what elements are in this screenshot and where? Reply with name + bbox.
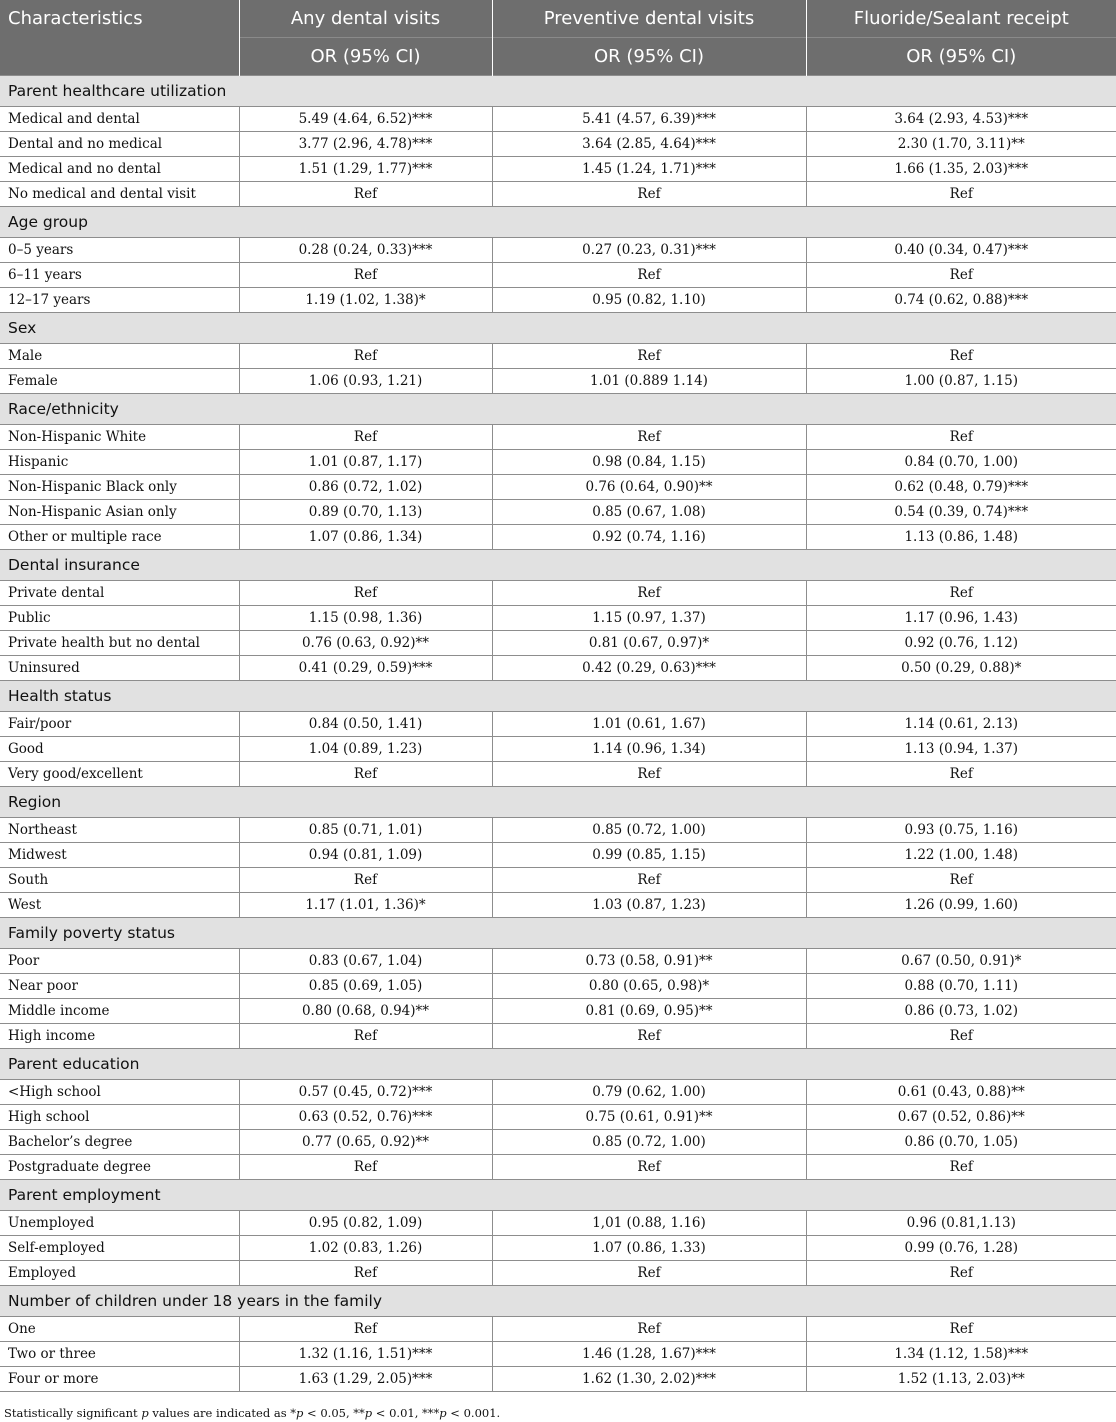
or-value-cell: 1.62 (1.30, 2.02)*** [492,1367,806,1392]
or-value-cell: 1.45 (1.24, 1.71)*** [492,157,806,182]
or-value-cell: 1.01 (0.889 1.14) [492,369,806,394]
or-value-cell: 1.02 (0.83, 1.26) [239,1236,492,1261]
or-value-cell: 1.14 (0.96, 1.34) [492,737,806,762]
row-label: Medical and no dental [0,157,239,182]
or-value-cell: 1.17 (0.96, 1.43) [806,606,1116,631]
or-value-cell: Ref [492,263,806,288]
row-label: Good [0,737,239,762]
or-value-cell: Ref [806,581,1116,606]
or-value-cell: 3.64 (2.85, 4.64)*** [492,132,806,157]
table-header [0,0,1116,76]
table-row [0,843,1116,868]
row-label: Uninsured [0,656,239,681]
or-value-cell: 0.83 (0.67, 1.04) [239,949,492,974]
or-value-cell: Ref [239,1317,492,1342]
table-row [0,157,1116,182]
or-value-cell: 0.40 (0.34, 0.47)*** [806,238,1116,263]
or-value-cell: 1.34 (1.12, 1.58)*** [806,1342,1116,1367]
or-value-cell: Ref [806,1261,1116,1286]
or-value-cell: Ref [239,868,492,893]
or-value-cell: 1.46 (1.28, 1.67)*** [492,1342,806,1367]
row-label: Very good/excellent [0,762,239,787]
table-row [0,182,1116,207]
table-row [0,737,1116,762]
row-label: Hispanic [0,450,239,475]
or-value-cell: 1.07 (0.86, 1.34) [239,525,492,550]
section-title: Health status [0,681,1116,712]
or-value-cell: Ref [806,1024,1116,1049]
table-row [0,500,1116,525]
row-label: High school [0,1105,239,1130]
section-header [0,207,1116,238]
or-value-cell: Ref [806,182,1116,207]
or-value-cell: 0.95 (0.82, 1.10) [492,288,806,313]
header-any-dental-visits: Any dental visits [239,0,492,38]
row-label: Male [0,344,239,369]
section-title: Race/ethnicity [0,394,1116,425]
subheader-or-ci: OR (95% CI) [492,38,806,76]
or-value-cell: 0.85 (0.67, 1.08) [492,500,806,525]
row-label: Middle income [0,999,239,1024]
or-value-cell: Ref [492,762,806,787]
or-value-cell: 1.19 (1.02, 1.38)* [239,288,492,313]
table-row [0,712,1116,737]
or-value-cell: Ref [239,263,492,288]
table-row [0,818,1116,843]
row-label: Private health but no dental [0,631,239,656]
or-value-cell: 1.22 (1.00, 1.48) [806,843,1116,868]
or-value-cell: 0.74 (0.62, 0.88)*** [806,288,1116,313]
or-value-cell: 0.73 (0.58, 0.91)** [492,949,806,974]
or-value-cell: 0.80 (0.68, 0.94)** [239,999,492,1024]
header-fluoride-sealant-receipt: Fluoride/Sealant receipt [806,0,1116,38]
or-value-cell: 0.77 (0.65, 0.92)** [239,1130,492,1155]
table-row [0,369,1116,394]
row-label: Other or multiple race [0,525,239,550]
header-preventive-dental-visits: Preventive dental visits [492,0,806,38]
or-value-cell: 0.85 (0.72, 1.00) [492,1130,806,1155]
or-value-cell: 1.66 (1.35, 2.03)*** [806,157,1116,182]
row-label: Self-employed [0,1236,239,1261]
or-value-cell: 0.89 (0.70, 1.13) [239,500,492,525]
or-value-cell: 0.54 (0.39, 0.74)*** [806,500,1116,525]
or-value-cell: 5.41 (4.57, 6.39)*** [492,107,806,132]
or-value-cell: 0.96 (0.81,1.13) [806,1211,1116,1236]
row-label: Postgraduate degree [0,1155,239,1180]
or-value-cell: Ref [239,182,492,207]
header-blank [0,38,239,76]
or-value-cell: Ref [239,1024,492,1049]
or-value-cell: 0.80 (0.65, 0.98)* [492,974,806,999]
or-value-cell: Ref [492,1261,806,1286]
table-row [0,974,1116,999]
table-row [0,288,1116,313]
or-value-cell: 1.32 (1.16, 1.51)*** [239,1342,492,1367]
row-label: 12–17 years [0,288,239,313]
row-label: Four or more [0,1367,239,1392]
row-label: South [0,868,239,893]
table-row [0,1024,1116,1049]
row-label: Private dental [0,581,239,606]
or-value-cell: Ref [492,182,806,207]
or-value-cell: 0.86 (0.72, 1.02) [239,475,492,500]
or-value-cell: 0.98 (0.84, 1.15) [492,450,806,475]
table-row [0,1261,1116,1286]
table-row [0,606,1116,631]
or-value-cell: Ref [492,581,806,606]
row-label: Non-Hispanic Black only [0,475,239,500]
or-value-cell: 1.15 (0.98, 1.36) [239,606,492,631]
row-label: Non-Hispanic Asian only [0,500,239,525]
table-row [0,631,1116,656]
table-row [0,762,1116,787]
row-label: West [0,893,239,918]
table-row [0,581,1116,606]
or-value-cell: Ref [806,1155,1116,1180]
or-value-cell: 0.41 (0.29, 0.59)*** [239,656,492,681]
or-value-cell: 1,01 (0.88, 1.16) [492,1211,806,1236]
row-label: Employed [0,1261,239,1286]
or-value-cell: 0.99 (0.76, 1.28) [806,1236,1116,1261]
or-value-cell: 1.63 (1.29, 2.05)*** [239,1367,492,1392]
table-row [0,1155,1116,1180]
section-title: Number of children under 18 years in the family [0,1286,1116,1317]
or-value-cell: Ref [239,762,492,787]
row-label: Female [0,369,239,394]
or-value-cell: 1.01 (0.61, 1.67) [492,712,806,737]
section-title: Dental insurance [0,550,1116,581]
table-row [0,1130,1116,1155]
row-label: Non-Hispanic White [0,425,239,450]
table-row [0,893,1116,918]
table-row [0,999,1116,1024]
or-value-cell: 1.17 (1.01, 1.36)* [239,893,492,918]
row-label: Medical and dental [0,107,239,132]
or-value-cell: 1.14 (0.61, 2.13) [806,712,1116,737]
section-header [0,1049,1116,1080]
or-value-cell: 0.92 (0.74, 1.16) [492,525,806,550]
or-value-cell: 0.99 (0.85, 1.15) [492,843,806,868]
section-title: Family poverty status [0,918,1116,949]
or-value-cell: 0.61 (0.43, 0.88)** [806,1080,1116,1105]
row-label: Dental and no medical [0,132,239,157]
row-label: Midwest [0,843,239,868]
or-value-cell: Ref [239,425,492,450]
subheader-or-ci: OR (95% CI) [806,38,1116,76]
or-value-cell: 2.30 (1.70, 3.11)** [806,132,1116,157]
section-title: Parent healthcare utilization [0,76,1116,107]
or-value-cell: Ref [492,1155,806,1180]
section-title: Age group [0,207,1116,238]
or-value-cell: 1.13 (0.86, 1.48) [806,525,1116,550]
or-value-cell: 0.28 (0.24, 0.33)*** [239,238,492,263]
table-row [0,525,1116,550]
or-value-cell: 0.67 (0.50, 0.91)* [806,949,1116,974]
table-row [0,656,1116,681]
table-row [0,263,1116,288]
or-value-cell: Ref [239,344,492,369]
or-value-cell: Ref [492,425,806,450]
section-header [0,787,1116,818]
subheader-or-ci: OR (95% CI) [239,38,492,76]
or-value-cell: Ref [492,344,806,369]
row-label: <High school [0,1080,239,1105]
row-label: Near poor [0,974,239,999]
row-label: 0–5 years [0,238,239,263]
row-label: Northeast [0,818,239,843]
or-value-cell: Ref [239,1261,492,1286]
section-title: Region [0,787,1116,818]
or-value-cell: 1.00 (0.87, 1.15) [806,369,1116,394]
or-value-cell: 1.26 (0.99, 1.60) [806,893,1116,918]
or-value-cell: Ref [492,1317,806,1342]
or-value-cell: 0.57 (0.45, 0.72)*** [239,1080,492,1105]
or-value-cell: Ref [806,425,1116,450]
or-value-cell: 0.42 (0.29, 0.63)*** [492,656,806,681]
or-value-cell: 1.51 (1.29, 1.77)*** [239,157,492,182]
section-header [0,313,1116,344]
or-value-cell: 0.63 (0.52, 0.76)*** [239,1105,492,1130]
table-row [0,238,1116,263]
row-label: High income [0,1024,239,1049]
section-title: Parent employment [0,1180,1116,1211]
row-label: Bachelor’s degree [0,1130,239,1155]
table-row [0,107,1116,132]
or-value-cell: 0.86 (0.70, 1.05) [806,1130,1116,1155]
table-row [0,1367,1116,1392]
or-value-cell: Ref [806,868,1116,893]
or-value-cell: 0.62 (0.48, 0.79)*** [806,475,1116,500]
section-title: Parent education [0,1049,1116,1080]
or-value-cell: Ref [806,762,1116,787]
or-value-cell: 0.84 (0.50, 1.41) [239,712,492,737]
section-title: Sex [0,313,1116,344]
table-row [0,132,1116,157]
section-header [0,76,1116,107]
or-value-cell: 0.84 (0.70, 1.00) [806,450,1116,475]
row-label: Public [0,606,239,631]
or-value-cell: 5.49 (4.64, 6.52)*** [239,107,492,132]
table-row [0,475,1116,500]
footnote: Statistically significant p values are indicated as *p < 0.05, **p < 0.01, ***p < 0.001. [4,1406,501,1420]
section-header [0,918,1116,949]
or-value-cell: 1.01 (0.87, 1.17) [239,450,492,475]
table-row [0,868,1116,893]
or-value-cell: 1.07 (0.86, 1.33) [492,1236,806,1261]
row-label: No medical and dental visit [0,182,239,207]
or-value-cell: 0.76 (0.63, 0.92)** [239,631,492,656]
or-value-cell: 3.64 (2.93, 4.53)*** [806,107,1116,132]
or-value-cell: 0.85 (0.72, 1.00) [492,818,806,843]
or-value-cell: Ref [239,1155,492,1180]
row-label: 6–11 years [0,263,239,288]
table-row [0,1317,1116,1342]
or-value-cell: Ref [806,1317,1116,1342]
or-value-cell: 0.75 (0.61, 0.91)** [492,1105,806,1130]
or-value-cell: 0.95 (0.82, 1.09) [239,1211,492,1236]
table-row [0,344,1116,369]
or-value-cell: 0.88 (0.70, 1.11) [806,974,1116,999]
or-value-cell: 0.85 (0.69, 1.05) [239,974,492,999]
section-header [0,550,1116,581]
or-value-cell: Ref [806,263,1116,288]
or-value-cell: 3.77 (2.96, 4.78)*** [239,132,492,157]
section-header [0,1180,1116,1211]
row-label: Poor [0,949,239,974]
or-value-cell: 0.50 (0.29, 0.88)* [806,656,1116,681]
or-value-cell: Ref [239,581,492,606]
or-value-cell: Ref [492,868,806,893]
row-label: One [0,1317,239,1342]
section-header [0,394,1116,425]
or-value-cell: Ref [806,344,1116,369]
table-row [0,450,1116,475]
or-value-cell: 0.27 (0.23, 0.31)*** [492,238,806,263]
table-row [0,425,1116,450]
table-body [0,76,1116,1392]
table-row [0,1236,1116,1261]
or-value-cell: 1.52 (1.13, 2.03)** [806,1367,1116,1392]
or-value-cell: 0.81 (0.69, 0.95)** [492,999,806,1024]
or-value-cell: 0.94 (0.81, 1.09) [239,843,492,868]
row-label: Unemployed [0,1211,239,1236]
table-row [0,1342,1116,1367]
table-row [0,1105,1116,1130]
section-header [0,1286,1116,1317]
section-header [0,681,1116,712]
header-characteristics: Characteristics [0,0,239,38]
or-value-cell: 1.15 (0.97, 1.37) [492,606,806,631]
or-value-cell: 0.81 (0.67, 0.97)* [492,631,806,656]
row-label: Fair/poor [0,712,239,737]
or-value-cell: 0.86 (0.73, 1.02) [806,999,1116,1024]
or-value-cell: 0.79 (0.62, 1.00) [492,1080,806,1105]
or-value-cell: Ref [492,1024,806,1049]
or-value-cell: 1.03 (0.87, 1.23) [492,893,806,918]
or-value-cell: 0.85 (0.71, 1.01) [239,818,492,843]
or-value-cell: 0.76 (0.64, 0.90)** [492,475,806,500]
or-value-cell: 0.67 (0.52, 0.86)** [806,1105,1116,1130]
or-value-cell: 1.13 (0.94, 1.37) [806,737,1116,762]
table-row [0,1080,1116,1105]
or-value-cell: 1.04 (0.89, 1.23) [239,737,492,762]
row-label: Two or three [0,1342,239,1367]
or-value-cell: 0.92 (0.76, 1.12) [806,631,1116,656]
table-row [0,1211,1116,1236]
table-row [0,949,1116,974]
or-value-cell: 0.93 (0.75, 1.16) [806,818,1116,843]
or-value-cell: 1.06 (0.93, 1.21) [239,369,492,394]
